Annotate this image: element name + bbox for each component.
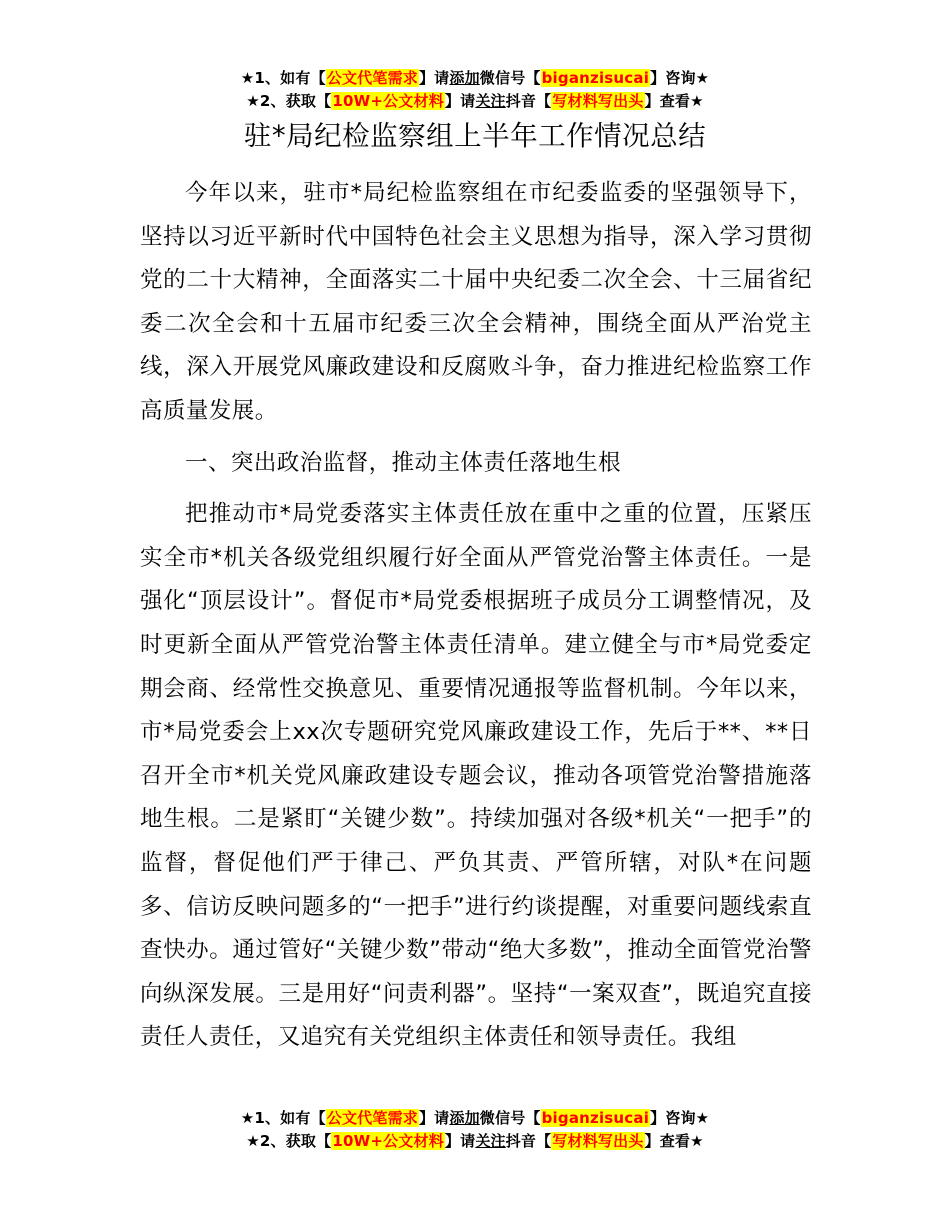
promo-text: ★2、获取【 — [246, 92, 332, 110]
promo-line-2 — [0, 1130, 950, 1153]
promo-text: 】查看★ — [644, 1132, 704, 1150]
promo-text: ★1、如有【 — [240, 1109, 326, 1127]
document-body — [140, 172, 812, 1060]
promo-banner-bottom — [0, 1107, 950, 1153]
promo-text: 】咨询★ — [650, 1109, 710, 1127]
promo-highlight-materials: 10W+公文材料 — [332, 1132, 444, 1150]
promo-highlight-materials: 10W+公文材料 — [332, 92, 444, 110]
promo-text: 】请 — [444, 1132, 476, 1150]
promo-line-1 — [0, 1107, 950, 1130]
body-paragraph: 今年以来，驻市*局纪检监察组在市纪委监委的坚强领导下，坚持以习近平新时代中国特色社会主义思想为指导，深入学习贯彻党的二十大精神，全面落实二十届中央纪委二次全会、十三届省纪委二次全会和十五届市纪委三次全会精神，围绕全面从严治党主线，深入开展党风廉政建设和反腐败斗争，奋力推进纪检监察工作高质量发展。 — [140, 180, 812, 424]
promo-underlined-text: 关注 — [475, 1132, 506, 1150]
promo-highlight-douyin-account: 写材料写出头 — [552, 1132, 644, 1150]
promo-underlined-text: 添加 — [449, 69, 480, 87]
promo-text: 抖音【 — [505, 92, 552, 110]
document-title: 驻*局纪检监察组上半年工作情况总结 — [243, 120, 707, 152]
promo-highlight-wechat-id: biganzisucai — [541, 69, 650, 87]
promo-highlight-service: 公文代笔需求 — [326, 69, 418, 87]
promo-highlight-douyin-account: 写材料写出头 — [552, 92, 644, 110]
promo-text: 】请 — [444, 92, 476, 110]
promo-line-1 — [0, 67, 950, 90]
promo-text: 抖音【 — [505, 1132, 552, 1150]
promo-underlined-text: 关注 — [475, 92, 506, 110]
promo-text: 】请 — [418, 1109, 450, 1127]
promo-text: ★2、获取【 — [246, 1132, 332, 1150]
promo-text: 】请 — [418, 69, 450, 87]
promo-text: 】咨询★ — [650, 69, 710, 87]
section-heading: 一、突出政治监督，推动主体责任落地生根 — [185, 449, 622, 476]
promo-line-2 — [0, 90, 950, 113]
body-paragraph: 把推动市*局党委落实主体责任放在重中之重的位置，压紧压实全市*机关各级党组织履行好全面从严管党治警主体责任。一是强化“顶层设计”。督促市*局党委根据班子成员分工调整情况，及时更新全面从严管党治警主体责任清单。建立健全与市*局党委定期会商、经常性交换意见、重要情况通报等监督机制。今年以来，市*局党委会上xx次专题研究党风廉政建设工作，先后于**、**日召开全市*机关党风廉政建设专题会议，推动各项管党治警措施落地生根。二是紧盯“关键少数”。持续加强对各级*机关“一把手”的监督，督促他们严于律己、严负其责、严管所辖，对队*在问题多、信访反映问题多的“一把手”进行约谈提醒，对重要问题线索直查快办。通过管好“关键少数”带动“绝大多数”，推动全面管党治警向纵深发展。三是用好“问责利器”。坚持“一案双查”，既追究直接责任人责任，又追究有关党组织主体责任和领导责任。我组 — [140, 501, 812, 1051]
promo-highlight-service: 公文代笔需求 — [326, 1109, 418, 1127]
promo-banner-top — [0, 67, 950, 113]
promo-text: ★1、如有【 — [240, 69, 326, 87]
promo-text: 】查看★ — [644, 92, 704, 110]
promo-underlined-text: 添加 — [449, 1109, 480, 1127]
promo-text: 微信号【 — [479, 69, 541, 87]
promo-highlight-wechat-id: biganzisucai — [541, 1109, 650, 1127]
promo-text: 微信号【 — [479, 1109, 541, 1127]
